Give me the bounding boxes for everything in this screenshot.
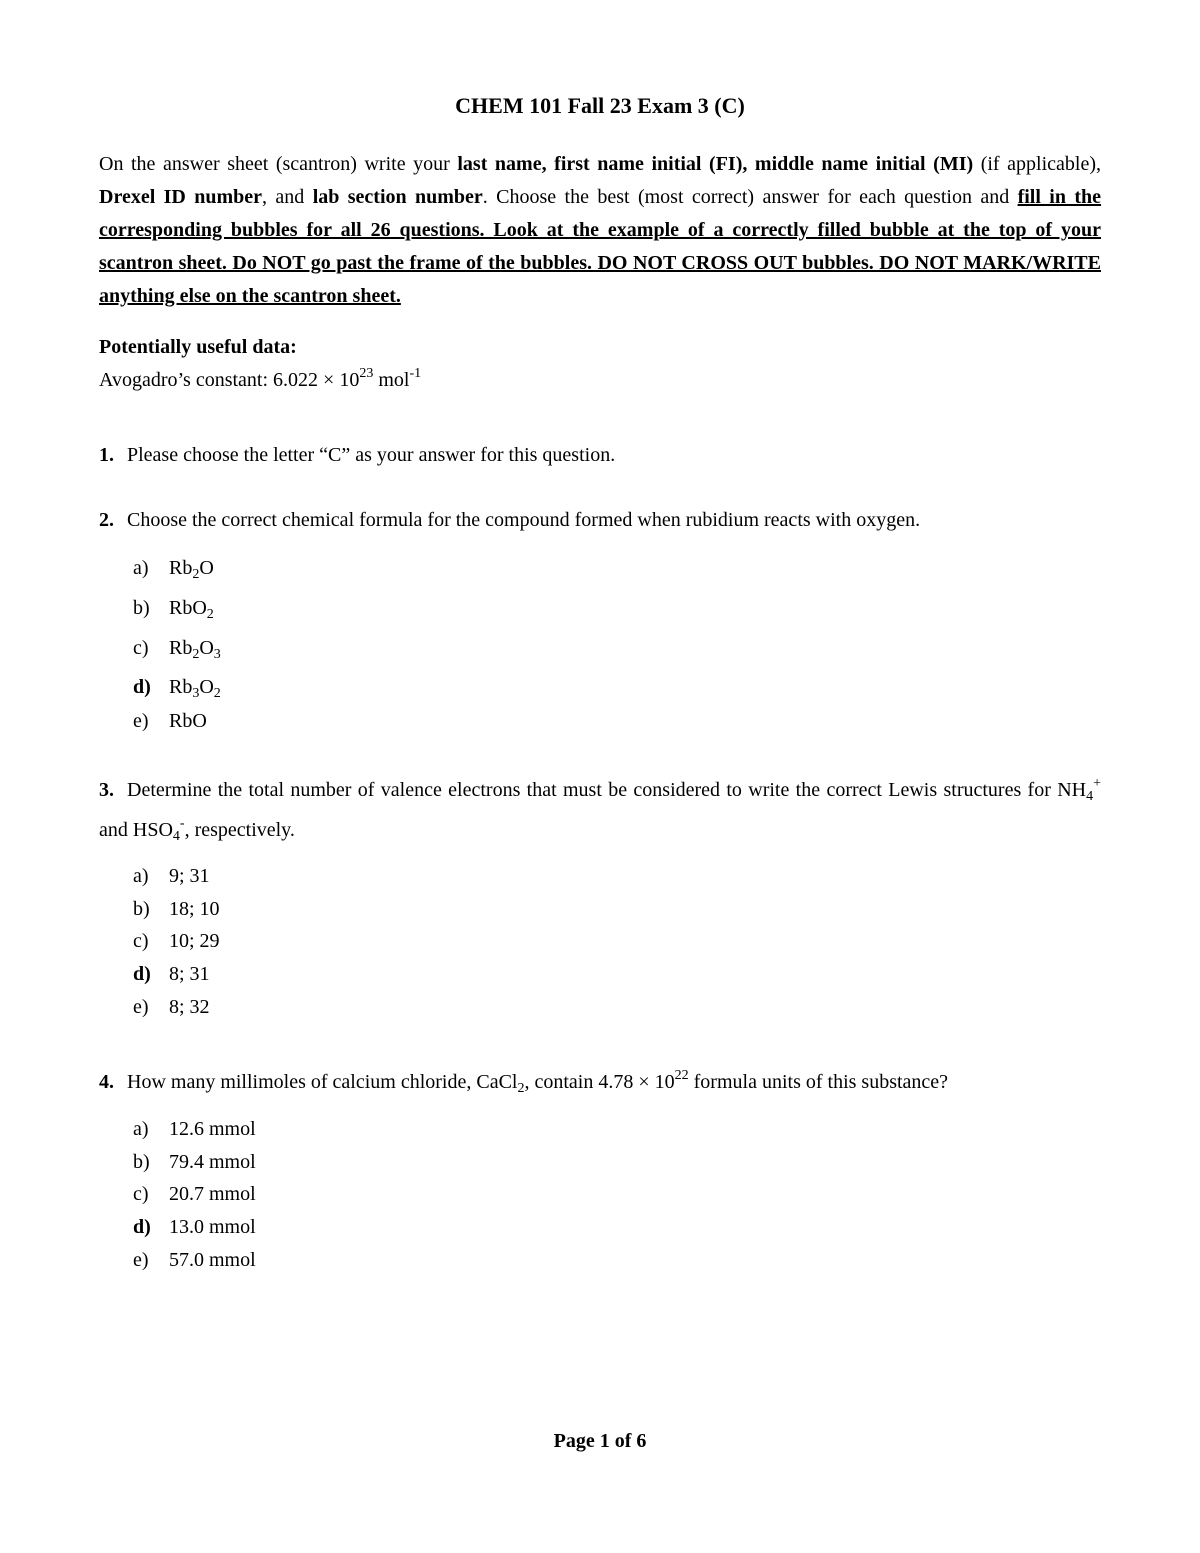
- q2-option-d: [133, 676, 221, 699]
- option-letter: c): [133, 930, 149, 952]
- question-text: , contain 4.78 × 10: [524, 1071, 675, 1093]
- option-letter: e): [133, 996, 149, 1018]
- option-letter: e): [133, 710, 149, 732]
- option-letter: d): [133, 963, 151, 985]
- option-letter: d): [133, 1216, 151, 1238]
- option-letter: a): [133, 557, 149, 579]
- option-text: 9; 31: [169, 865, 210, 887]
- avogadro-unit-exponent: -1: [409, 366, 422, 381]
- formula-subscript: 2: [213, 686, 221, 701]
- q3-option-c: [133, 930, 220, 953]
- option-letter: c): [133, 1183, 149, 1205]
- instructions-text: , and: [262, 186, 313, 208]
- instructions-bold-id: Drexel ID number: [99, 186, 263, 208]
- formula-part: O: [199, 557, 214, 579]
- q2-option-a: [133, 557, 214, 580]
- option-text: 18; 10: [169, 898, 220, 920]
- question-text: Determine the total number of valence electrons that must be considered to write the correct Lewis structures for NH: [127, 779, 1087, 801]
- formula-part: O: [199, 637, 214, 659]
- formula-subscript: 2: [517, 1081, 525, 1096]
- option-letter: d): [133, 676, 151, 698]
- instructions-underlined: fill in the corresponding bubbles for all 26 questions. Look at the example of a correctly filled bubble at the top of your scantron sheet. Do NOT go past the frame of the bubbles. DO NOT CROSS OUT bubbles. DO NOT MARK/WRITE anything else on the scantron sheet.: [99, 186, 1102, 307]
- exponent: 22: [674, 1068, 689, 1083]
- option-letter: b): [133, 597, 150, 619]
- formula-subscript: 2: [192, 647, 200, 662]
- option-text: 79.4 mmol: [169, 1151, 256, 1173]
- page-number: Page 1 of 6: [553, 1430, 647, 1452]
- question-number: 3.: [99, 779, 114, 801]
- option-letter: b): [133, 898, 150, 920]
- question-text: and HSO: [99, 819, 173, 841]
- formula-part: Rb: [169, 557, 193, 579]
- avogadro-constant: [99, 366, 422, 392]
- formula-subscript: 3: [213, 647, 221, 662]
- question-1: [99, 444, 1101, 467]
- instructions-text: (if applicable),: [973, 153, 1101, 175]
- formula-part: O: [199, 676, 214, 698]
- q3-option-b: [133, 898, 220, 921]
- q3-option-a: [133, 865, 210, 888]
- formula-part: Rb: [169, 676, 193, 698]
- instructions-text: . Choose the best (most correct) answer for each question and: [482, 186, 1018, 208]
- question-2: [99, 509, 1101, 532]
- option-letter: c): [133, 637, 149, 659]
- avogadro-label: Avogadro’s constant: 6.022 × 10: [99, 369, 360, 391]
- option-letter: b): [133, 1151, 150, 1173]
- formula-subscript: 4: [172, 829, 180, 844]
- option-letter: a): [133, 1118, 149, 1140]
- option-text: 13.0 mmol: [169, 1216, 256, 1238]
- avogadro-exponent: 23: [359, 366, 374, 381]
- q3-option-d: [133, 963, 210, 986]
- option-text: 57.0 mmol: [169, 1249, 256, 1271]
- question-3: [99, 770, 1101, 850]
- formula-subscript: 4: [1086, 789, 1094, 804]
- option-text: 10; 29: [169, 930, 220, 952]
- instructions-paragraph: [99, 148, 1101, 313]
- question-number: 1.: [99, 444, 114, 466]
- formula-part: RbO: [169, 710, 207, 732]
- option-letter: a): [133, 865, 149, 887]
- question-number: 4.: [99, 1071, 114, 1093]
- useful-data-heading: Potentially useful data:: [99, 336, 297, 358]
- option-text: 20.7 mmol: [169, 1183, 256, 1205]
- avogadro-unit: mol: [373, 369, 410, 391]
- formula-subscript: 3: [192, 686, 200, 701]
- q4-option-d: [133, 1216, 256, 1239]
- exam-title: CHEM 101 Fall 23 Exam 3 (C): [455, 93, 745, 118]
- instructions-bold-name: last name, first name initial (FI), middle name initial (MI): [457, 153, 974, 175]
- option-text: 12.6 mmol: [169, 1118, 256, 1140]
- question-text: How many millimoles of calcium chloride, CaCl: [127, 1071, 518, 1093]
- q4-option-c: [133, 1183, 256, 1206]
- q2-option-b: [133, 597, 214, 620]
- question-text: formula units of this substance?: [688, 1071, 949, 1093]
- formula-part: Rb: [169, 637, 193, 659]
- formula-charge: +: [1093, 776, 1101, 791]
- formula-charge: -: [179, 816, 185, 831]
- question-text: Please choose the letter “C” as your answer for this question.: [127, 444, 616, 466]
- q2-option-c: [133, 637, 221, 660]
- question-text: , respectively.: [184, 819, 295, 841]
- q2-option-e: [133, 710, 207, 733]
- instructions-text: On the answer sheet (scantron) write your: [99, 153, 458, 175]
- q4-option-b: [133, 1151, 256, 1174]
- formula-subscript: 2: [192, 567, 200, 582]
- option-text: 8; 32: [169, 996, 210, 1018]
- option-text: 8; 31: [169, 963, 210, 985]
- formula-subscript: 2: [206, 607, 214, 622]
- question-number: 2.: [99, 509, 114, 531]
- q3-option-e: [133, 996, 210, 1019]
- question-4: [99, 1068, 1101, 1096]
- q4-option-e: [133, 1249, 256, 1272]
- option-letter: e): [133, 1249, 149, 1271]
- formula-part: RbO: [169, 597, 207, 619]
- question-text: Choose the correct chemical formula for the compound formed when rubidium reacts with oxygen.: [127, 509, 921, 531]
- instructions-bold-lab: lab section number: [312, 186, 483, 208]
- q4-option-a: [133, 1118, 256, 1141]
